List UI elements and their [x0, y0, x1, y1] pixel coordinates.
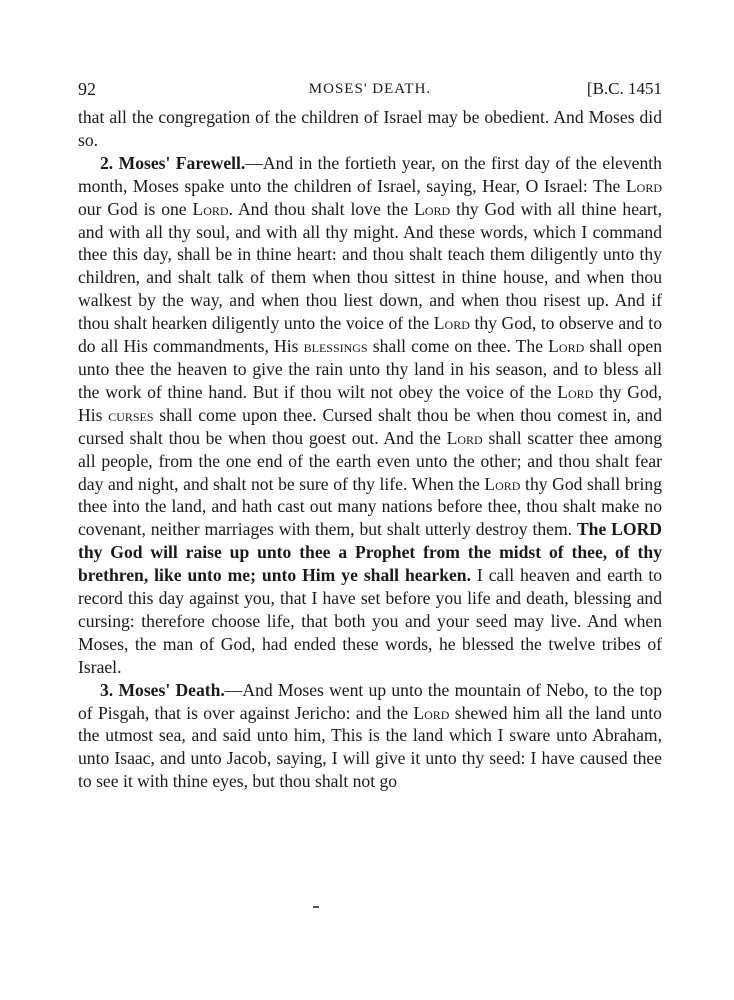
small-caps-lord: Lord: [414, 198, 451, 219]
text-run: our God is one: [78, 198, 193, 219]
text-run: shall come upon thee. Cursed shalt thou be when thou comest in, and cursed shalt thou be when thou goest out. And the: [78, 404, 663, 448]
small-caps-blessings: blessings: [303, 336, 368, 357]
paragraph-text: that all the congregation of the children of Israel may be obedient. And Moses did so.: [78, 107, 662, 150]
page-number: 92: [78, 79, 96, 99]
text-run: I call heaven and earth to record this day against you, that I have set before you life and death, blessing and cursing: therefore choose life, that both you and your seed may live. And when Moses, the man of God, had ended these words, he blessed the twelve tribes of Israel.: [78, 565, 663, 677]
small-caps-lord: Lord: [548, 336, 585, 357]
section-number: 3.: [100, 679, 114, 700]
paragraph-continuation: [78, 106, 662, 152]
text-run: shall come on thee. The: [367, 336, 549, 357]
text-run: And in the fortieth year, on the first day of the eleventh month, Moses spake unto the children of Israel, saying, Hear, O Israel: The: [78, 152, 662, 196]
page: [78, 72, 662, 793]
section-heading: Moses' Farewell.: [118, 152, 246, 173]
text-run: shall scatter thee among all people, from the one end of the earth even unto the other; and thou shalt fear day and night, and shalt not be sure of thy life. When the: [78, 427, 662, 494]
paragraph-moses-death: [78, 679, 662, 794]
bold-prophecy: The LORD thy God will raise up unto thee a Prophet from the midst of thee, of thy brethren, like unto me; unto Him ye shall hearken.: [78, 519, 662, 586]
text-run: thy God with all thine heart, and with all thy soul, and with all thy might. And these words, which I command thee this day, shall be in thine heart: and thou shalt teach them diligently unto thy children, and shalt talk of them when thou sittest in thine house, and when thou walkest by the way, and when thou liest down, and when thou risest up. And if thou shalt hearken diligently unto the voice of the: [78, 198, 662, 334]
running-head: [78, 72, 662, 106]
printer-mark: [313, 906, 319, 908]
small-caps-lord: Lord: [484, 473, 521, 494]
dash: —: [245, 152, 263, 173]
small-caps-lord: Lord: [413, 702, 450, 723]
small-caps-lord: Lord: [433, 313, 470, 334]
text-run: shewed him all the land unto the utmost sea, and said unto him, This is the land which I sware unto Abraham, unto Isaac, and unto Jacob, saying, I will give it unto thy seed: I have caused thee to see it with thine eyes, but thou shalt not go: [78, 702, 662, 792]
body-text: [78, 106, 662, 793]
small-caps-lord: Lord: [192, 198, 229, 219]
text-run: shall open unto thee the heaven to give the rain unto thy land in his season, and to bless all the work of thine hand. But if thou wilt not obey the voice of the: [78, 336, 662, 402]
section-number: 2.: [100, 152, 114, 173]
running-date: [B.C. 1451: [586, 79, 662, 98]
text-run: . And thou shalt love the: [228, 198, 415, 219]
text-run: thy God, His: [78, 381, 662, 425]
small-caps-lord: Lord: [446, 427, 483, 448]
text-run: And Moses went up unto the mountain of Nebo, to the top of Pisgah, that is over against Jericho: and the: [78, 679, 662, 723]
dash: —: [224, 679, 243, 700]
paragraph-moses-farewell: [78, 152, 662, 679]
running-title: MOSES' DEATH.: [308, 81, 432, 97]
section-heading: Moses' Death.: [118, 679, 225, 700]
small-caps-lord: Lord: [557, 381, 594, 402]
text-run: thy God, to observe and to do all His commandments, His: [78, 313, 662, 357]
small-caps-curses: curses: [108, 404, 154, 425]
text-run: thy God shall bring thee into the land, and hath cast out many nations before thee, thou shalt make no covenant, neither marriages with them, but shalt utterly destroy them.: [78, 473, 662, 540]
small-caps-lord: Lord: [625, 175, 662, 196]
